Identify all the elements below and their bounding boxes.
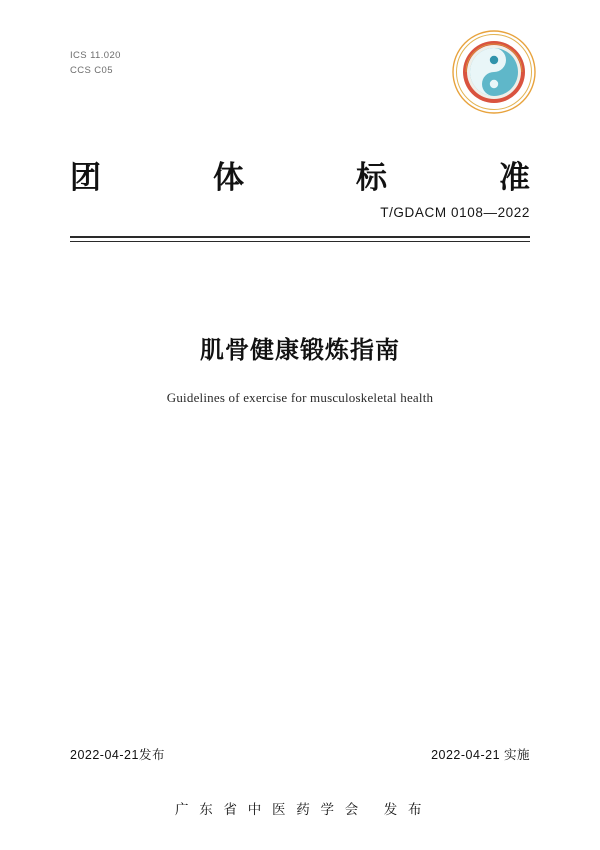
- issue-date: 2022-04-21发布: [70, 748, 165, 762]
- publisher-action: 发 布: [383, 802, 426, 817]
- title-char-2: 体: [213, 160, 244, 195]
- ics-code: ICS 11.020: [70, 50, 121, 61]
- publisher-name: 广 东 省 中 医 药 学 会: [174, 802, 362, 817]
- document-title-english: Guidelines of exercise for musculoskeletal health: [166, 390, 434, 405]
- document-title-chinese: 肌骨健康锻炼指南: [200, 337, 400, 364]
- gdacm-society-emblem-icon: [452, 30, 536, 114]
- title-char-3: 标: [356, 160, 387, 195]
- header-divider-thick: [70, 236, 530, 238]
- standard-type-title: [70, 152, 530, 197]
- implementation-date: 2022-04-21 实施: [431, 748, 530, 762]
- classification-codes: [70, 48, 121, 78]
- title-char-4: 准: [499, 160, 530, 195]
- standard-number: T/GDACM 0108—2022: [380, 205, 530, 220]
- ccs-code: CCS C05: [70, 65, 113, 76]
- title-char-1: 团: [70, 160, 101, 195]
- header-divider-thin: [70, 241, 530, 242]
- publisher-line: [0, 798, 600, 818]
